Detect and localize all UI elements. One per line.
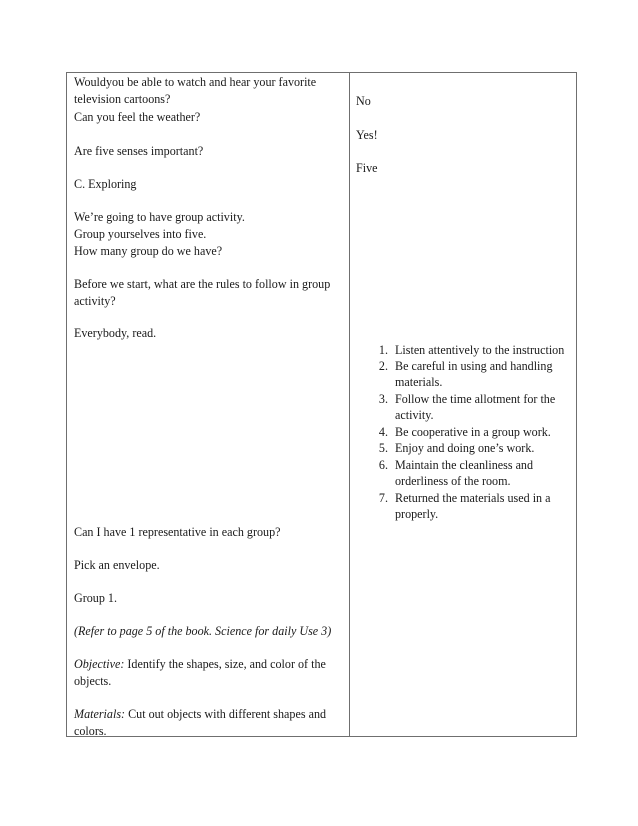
rule-3-text-line2: activity. <box>395 408 434 422</box>
rule-7-text-line1: Returned the materials used in a <box>395 491 551 505</box>
group-activity-line1: We’re going to have group activity. <box>74 210 245 224</box>
question-cartoons-line2: television cartoons? <box>74 92 171 106</box>
rule-3-number: 3. <box>378 392 388 406</box>
materials-text: Cut out objects with different shapes and <box>128 707 327 721</box>
rule-3-text-line1: Follow the time allotment for the <box>395 392 556 406</box>
rule-6-text-line1: Maintain the cleanliness and <box>395 458 534 472</box>
rule-1-text: Listen attentively to the instruction <box>395 343 565 357</box>
group-1-label: Group 1. <box>74 591 117 605</box>
rule-6-text-line2: orderliness of the room. <box>395 474 511 488</box>
rule-5-text: Enjoy and doing one’s work. <box>395 441 535 455</box>
group-activity-line2: Group yourselves into five. <box>74 227 207 241</box>
rules-question-line2: activity? <box>74 294 116 308</box>
section-heading-exploring: C. Exploring <box>74 177 137 191</box>
rule-1-number: 1. <box>378 343 388 357</box>
rule-5-number: 5. <box>378 441 388 455</box>
representative-question: Can I have 1 representative in each group? <box>74 525 281 539</box>
lesson-table <box>66 72 577 737</box>
rule-2-number: 2. <box>378 359 388 373</box>
group-activity-line3: How many group do we have? <box>74 244 223 258</box>
objective-text: Identify the shapes, size, and color of the <box>127 657 326 671</box>
rule-7-text-line2: properly. <box>395 507 439 521</box>
rules-question-line1: Before we start, what are the rules to follow in group <box>74 277 331 291</box>
question-cartoons-line1: Wouldyou be able to watch and hear your favorite <box>74 75 317 89</box>
materials-label: Materials: <box>74 707 126 721</box>
column-divider <box>349 73 350 736</box>
objective-label: Objective: <box>74 657 125 671</box>
materials-line2: colors. <box>74 724 107 738</box>
rule-2-text-line2: materials. <box>395 375 443 389</box>
rule-4-number: 4. <box>378 425 388 439</box>
rule-7-number: 7. <box>378 491 388 505</box>
answer-yes: Yes! <box>356 128 378 142</box>
question-senses: Are five senses important? <box>74 144 204 158</box>
question-weather: Can you feel the weather? <box>74 110 201 124</box>
objective-line1 <box>74 656 326 672</box>
rule-4-text: Be cooperative in a group work. <box>395 425 551 439</box>
rule-2-text-line1: Be careful in using and handling <box>395 359 553 373</box>
answer-no: No <box>356 94 371 108</box>
objective-line2: objects. <box>74 674 112 688</box>
book-reference: (Refer to page 5 of the book. Science for daily Use 3) <box>74 624 332 638</box>
pick-envelope: Pick an envelope. <box>74 558 160 572</box>
answer-five: Five <box>356 161 378 175</box>
everybody-read: Everybody, read. <box>74 326 157 340</box>
rule-6-number: 6. <box>378 458 388 472</box>
materials-line1 <box>74 706 326 722</box>
